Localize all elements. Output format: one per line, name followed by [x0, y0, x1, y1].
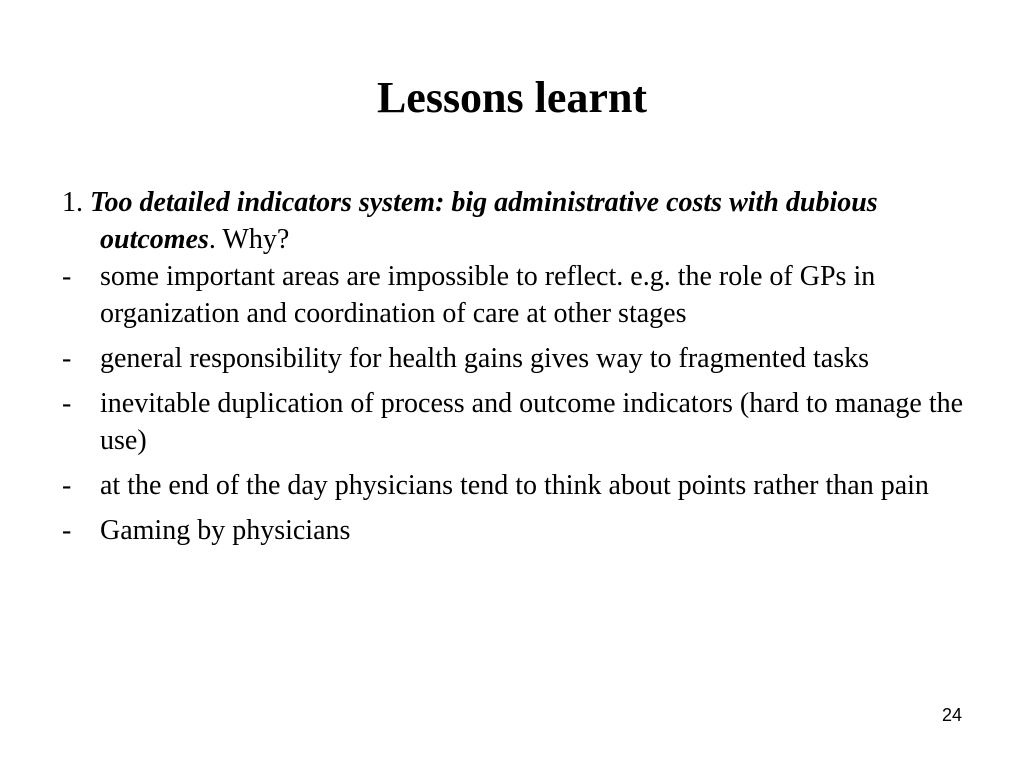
slide-title: Lessons learnt — [376, 73, 648, 122]
bullet-item — [62, 258, 982, 332]
bullet-text: inevitable duplication of process and outcome indicators (hard to manage the use) — [100, 388, 964, 456]
bullet-marker: - — [62, 388, 72, 419]
numbered-point-text — [62, 184, 982, 258]
point-tail: . Why? — [208, 224, 290, 255]
bullet-marker: - — [62, 470, 72, 501]
bullet-text: Gaming by physicians — [100, 515, 351, 546]
bullet-item — [62, 385, 982, 459]
bullet-item — [62, 467, 982, 504]
page-number: 24 — [941, 705, 962, 725]
bullet-marker: - — [62, 261, 72, 292]
point-number: 1. — [62, 187, 83, 218]
bullet-text: some important areas are impossible to reflect. e.g. the role of GPs in organization and coordination of care at other stages — [100, 261, 876, 329]
bullet-marker: - — [62, 343, 72, 374]
bullet-marker: - — [62, 515, 72, 546]
numbered-point — [62, 184, 982, 258]
bullet-text: at the end of the day physicians tend to think about points rather than pain — [100, 470, 929, 501]
slide-content — [62, 184, 982, 557]
point-emphasis: Too detailed indicators system: big administrative costs with dubious outcomes — [90, 187, 878, 255]
bullet-item — [62, 512, 982, 549]
bullet-item — [62, 340, 982, 377]
bullet-text: general responsibility for health gains gives way to fragmented tasks — [100, 343, 870, 374]
